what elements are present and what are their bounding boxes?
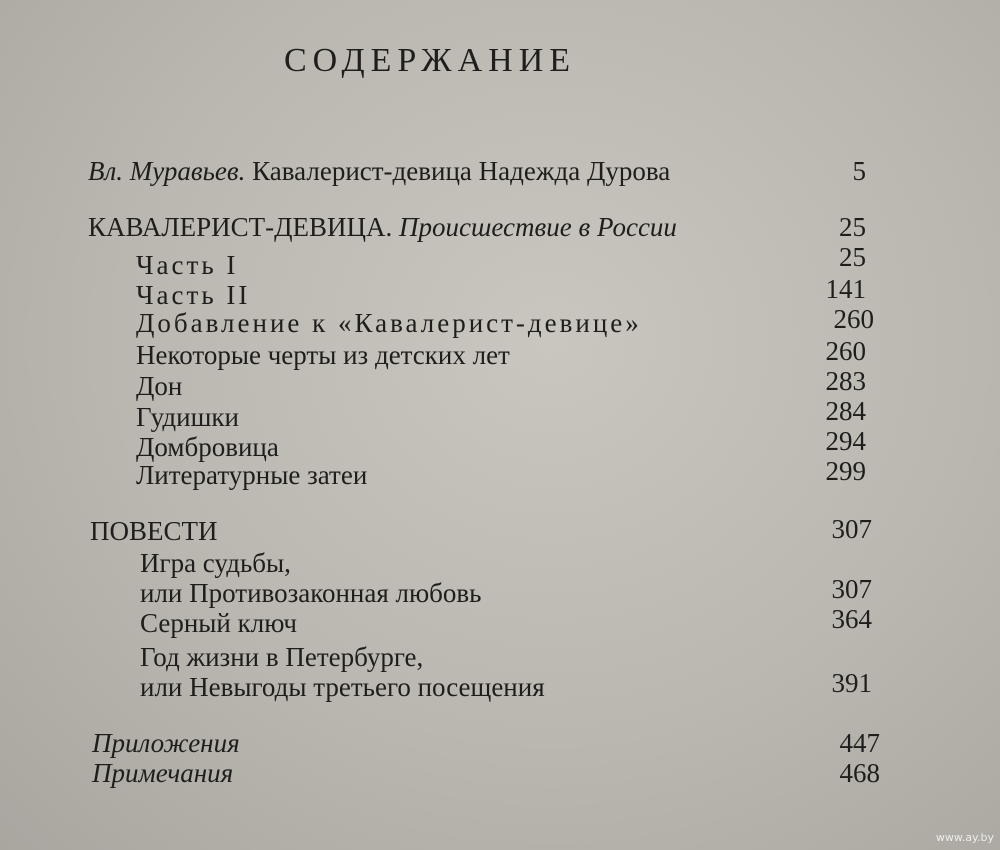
toc-section-stories: ПОВЕСТИ (90, 516, 218, 546)
toc-page-number: 25 (839, 242, 866, 272)
toc-entry-notes: Примечания (92, 758, 234, 788)
toc-page-number: 25 (839, 212, 866, 242)
toc-subtitle: Происшествие в России (399, 212, 677, 242)
page-title: СОДЕРЖАНИЕ (283, 42, 577, 79)
toc-entry-gudishki: Гудишки (136, 402, 239, 432)
toc-entry-part-1: Часть I (136, 250, 239, 280)
toc-page-number: 307 (831, 514, 872, 544)
toc-heading: КАВАЛЕРИСТ-ДЕВИЦА. (88, 212, 393, 242)
toc-entry-appendices: Приложения (92, 728, 240, 758)
toc-entry-childhood: Некоторые черты из детских лет (136, 340, 510, 370)
toc-entry-third-visit: или Невыгоды третьего посещения (140, 672, 545, 702)
toc-entry-unlawful-love: или Противозаконная любовь (140, 578, 482, 608)
toc-entry-dombrovitsa: Домбровица (136, 432, 279, 462)
toc-entry-sulfur-spring: Серный ключ (140, 608, 297, 638)
toc-entry-part-2: Часть II (136, 280, 251, 310)
toc-entry-literary: Литературные затеи (136, 460, 368, 490)
toc-page-number: 364 (831, 604, 872, 634)
toc-page-number: 283 (825, 366, 866, 396)
toc-page-number: 307 (831, 574, 872, 604)
toc-page-number: 260 (833, 304, 874, 334)
toc-entry-game-of-fate: Игра судьбы, (140, 548, 291, 578)
toc-entry-year-in-petersburg: Год жизни в Петербурге, (140, 642, 424, 672)
toc-page-number: 294 (825, 426, 866, 456)
toc-page-number: 260 (825, 336, 866, 366)
toc-entry-intro (88, 158, 670, 185)
toc-section-cavalry-maiden (88, 214, 677, 241)
toc-author: Вл. Муравьев. (88, 156, 246, 186)
toc-page-number: 468 (839, 758, 880, 788)
toc-entry-text: Кавалерист-девица Надежда Дурова (252, 156, 671, 186)
toc-page-number: 5 (852, 156, 866, 186)
toc-page-number: 391 (831, 668, 872, 698)
toc-page-number: 141 (825, 274, 866, 304)
toc-page-number: 284 (825, 396, 866, 426)
toc-page-number: 299 (825, 456, 866, 486)
toc-entry-appendix: Добавление к «Кавалерист-девице» (136, 308, 642, 338)
toc-entry-don: Дон (136, 371, 183, 401)
toc-page-number: 447 (839, 728, 880, 758)
site-watermark: www.ay.by (935, 831, 994, 844)
